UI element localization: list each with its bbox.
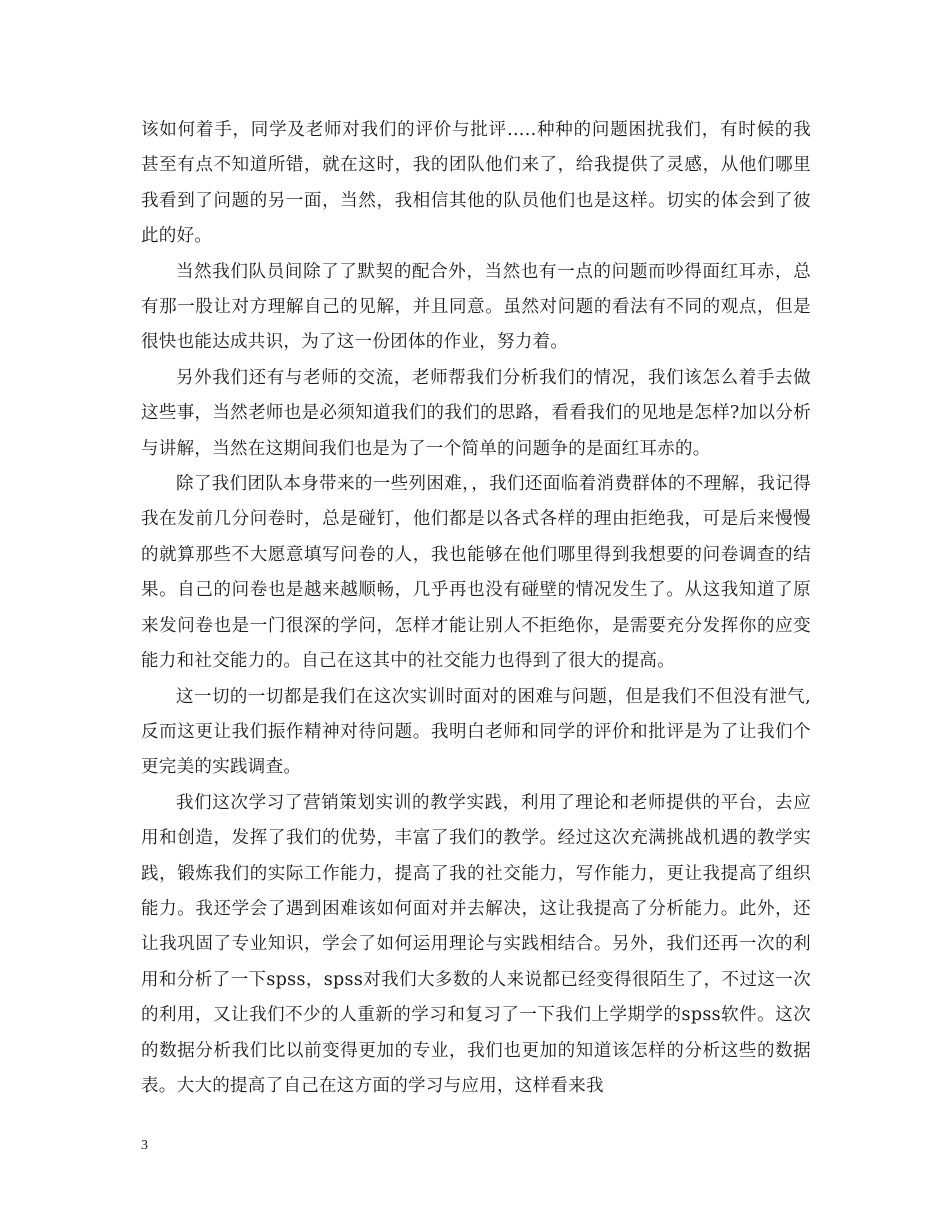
paragraph-3: 另外我们还有与老师的交流，老师帮我们分析我们的情况，我们该怎么着手去做这些事，当然老师也是必须知道我们的我们的思路，看看我们的见地是怎样?加以分析与讲解，当然在这期间我们也是为了一个简单的问题争的是面红耳赤的。 <box>141 367 811 459</box>
body-text <box>141 113 811 1104</box>
paragraph-4: 除了我们团队本身带来的一些列困难，，我们还面临着消费群体的不理解，我记得我在发前几分问卷时，总是碰钉，他们都是以各式各样的理由拒绝我，可是后来慢慢的就算那些不大愿意填写问卷的人，我也能够在他们哪里得到我想要的问卷调查的结果。自己的问卷也是越来越顺畅，几乎再也没有碰壁的情况发生了。从这我知道了原来发问卷也是一门很深的学问，怎样才能让别人不拒绝你，是需要充分发挥你的应变能力和社交能力的。自己在这其中的社交能力也得到了很大的提高。 <box>141 474 811 672</box>
page-number: 3 <box>141 1138 148 1153</box>
paragraph-5: 这一切的一切都是我们在这次实训时面对的困难与问题，但是我们不但没有泄气,反而这更让我们振作精神对待问题。我明白老师和同学的评价和批评是为了让我们个更完美的实践调查。 <box>141 686 811 778</box>
paragraph-6: 我们这次学习了营销策划实训的教学实践，利用了理论和老师提供的平台，去应用和创造，发挥了我们的优势，丰富了我们的教学。经过这次充满挑战机遇的教学实践，锻炼我们的实际工作能力，提高了我的社交能力，写作能力，更让我提高了组织能力。我还学会了遇到困难该如何面对并去解决，这让我提高了分析能力。此外，还让我巩固了专业知识，学会了如何运用理论与实践相结合。另外，我们还再一次的利用和分析了一下spss，spss对我们大多数的人来说都已经变得很陌生了，不过这一次的利用，又让我们不少的人重新的学习和复习了一下我们上学期学的spss软件。这次的数据分析我们比以前变得更加的专业，我们也更加的知道该怎样的分析这些的数据表。大大的提高了自己在这方面的学习与应用，这样看来我 <box>141 792 811 1096</box>
paragraph-2: 当然我们队员间除了了默契的配合外，当然也有一点的问题而吵得面红耳赤，总有那一股让对方理解自己的见解，并且同意。虽然对问题的看法有不同的观点，但是很快也能达成共识，为了这一份团体的作业，努力着。 <box>141 261 811 353</box>
paragraph-1: 该如何着手，同学及老师对我们的评价与批评…..种种的问题困扰我们，有时候的我甚至有点不知道所错，就在这时，我的团队他们来了，给我提供了灵感，从他们哪里我看到了问题的另一面，当然，我相信其他的队员他们也是这样。切实的体会到了彼此的好。 <box>141 120 811 247</box>
